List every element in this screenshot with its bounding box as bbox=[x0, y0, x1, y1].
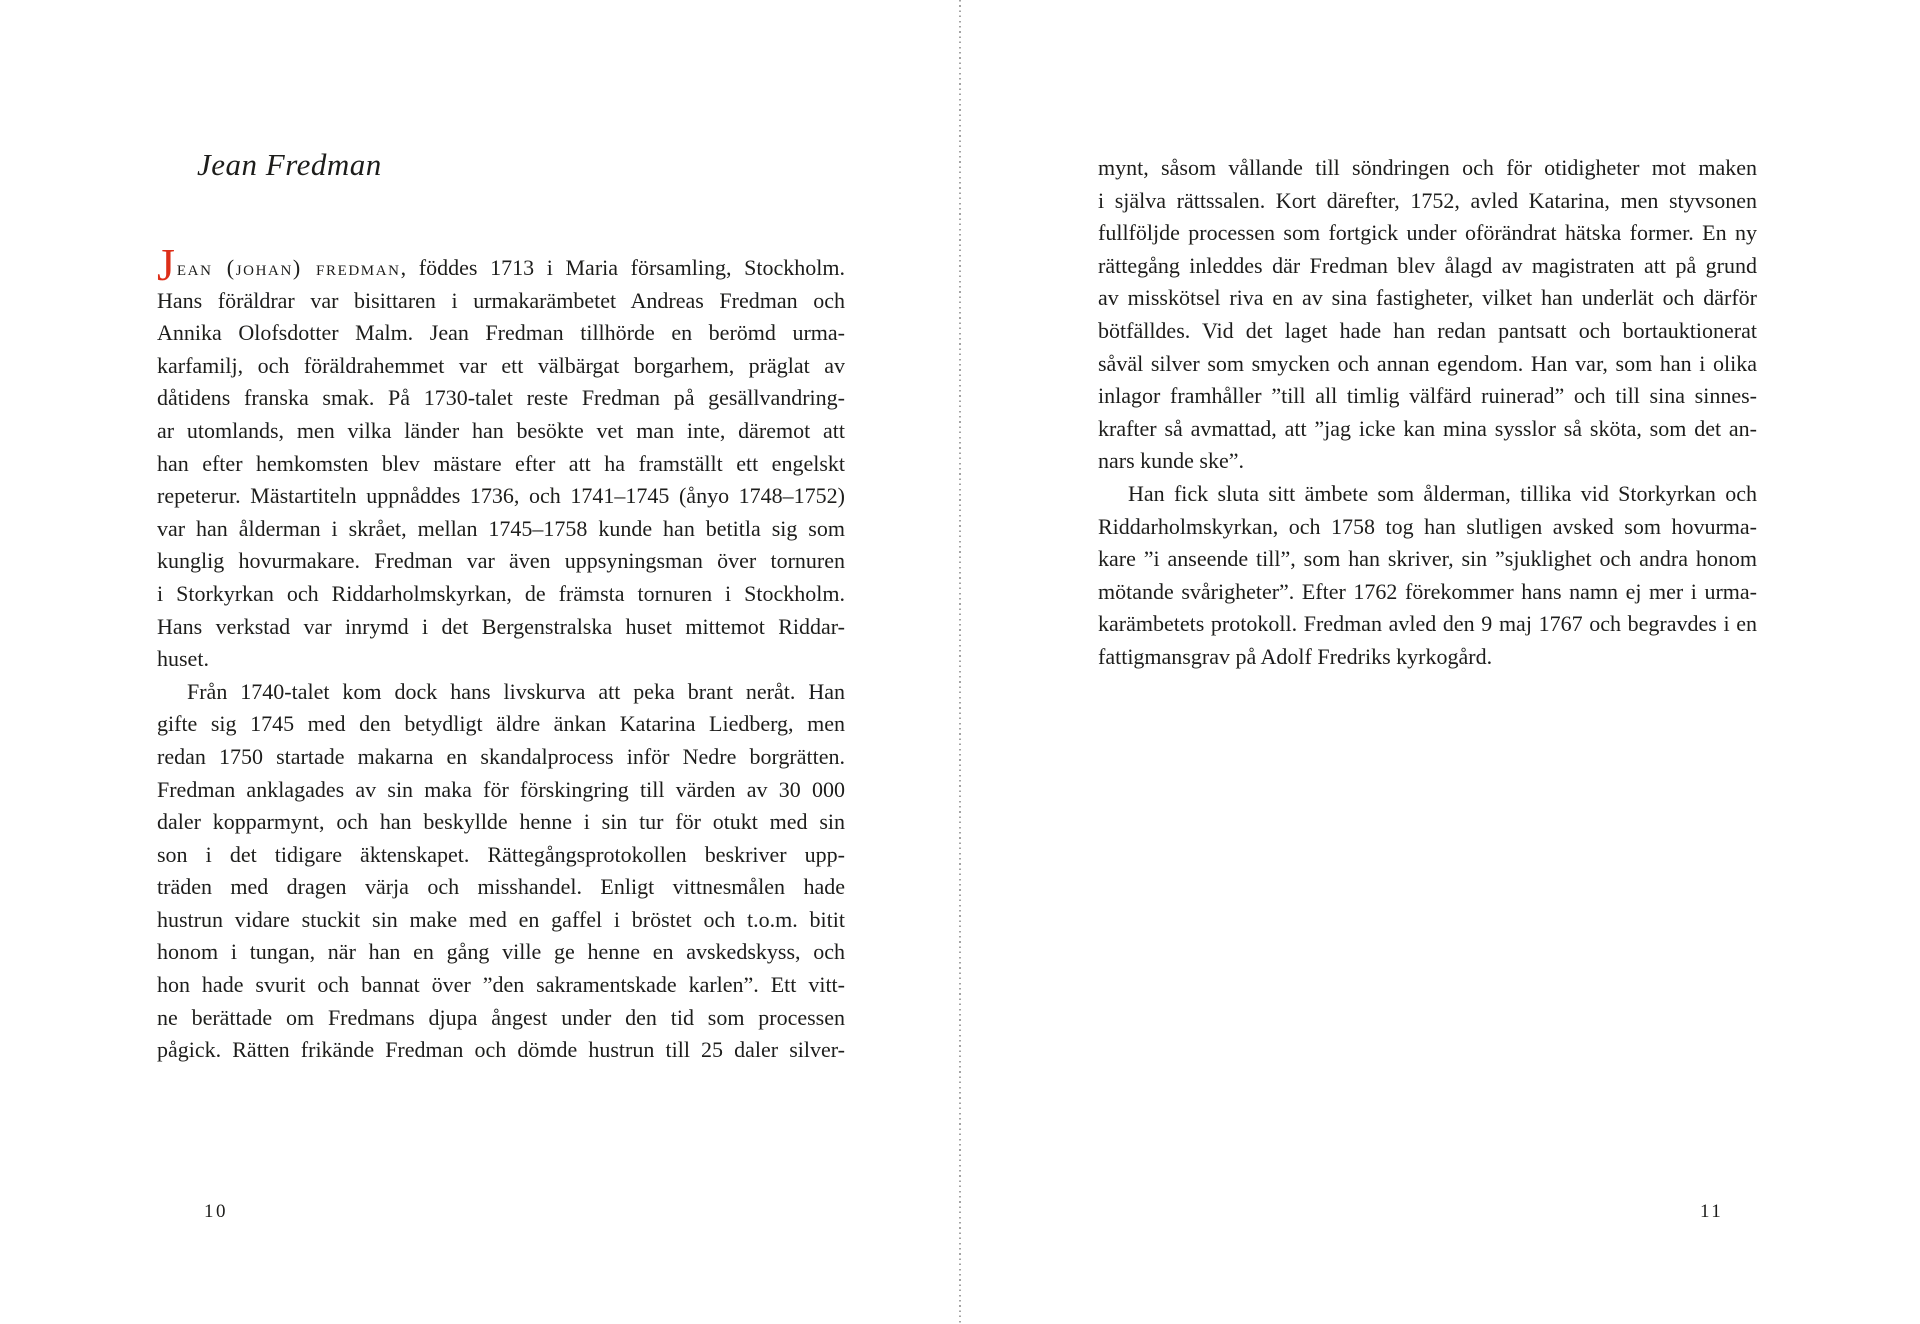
text-line: kunglig hovurmakare. Fredman var även uppsyningsman över tornuren bbox=[157, 548, 845, 574]
text-line: hustrun vidare stuckit sin make med en gaffel i bröstet och t.o.m. bitit bbox=[157, 906, 845, 932]
left-paragraph-2 bbox=[157, 676, 845, 1067]
chapter-title: Jean Fredman bbox=[197, 147, 382, 182]
text-line: bötfälldes. Vid det laget hade han redan pantsatt och bortauktionerat bbox=[1098, 317, 1757, 343]
text-line: gifte sig 1745 med den betydligt äldre änkan Katarina Liedberg, men bbox=[157, 711, 845, 737]
text-line: av misskötsel riva en av sina fastigheter, vilket han underlät och därför bbox=[1098, 285, 1757, 311]
text-line: daler kopparmynt, och han beskyllde henne i sin tur för otukt med sin bbox=[157, 809, 845, 835]
text-line: son i det tidigare äktenskapet. Rättegångsprotokollen beskriver upp- bbox=[157, 841, 845, 867]
text-line: träden med dragen värja och misshandel. Enligt vittnesmålen hade bbox=[157, 874, 845, 900]
text-line: han efter hemkomsten blev mästare efter att ha framställt ett engelskt bbox=[157, 450, 845, 476]
text-line: karfamilj, och föräldrahemmet var ett välbärgat borgarhem, präglat av bbox=[157, 352, 845, 378]
page-number-right: 11 bbox=[1700, 1201, 1724, 1222]
page-fold-divider bbox=[959, 0, 961, 1324]
text-line: fullföljde processen som fortgick under oförändrat hätska former. En ny bbox=[1098, 220, 1757, 246]
text-line: redan 1750 startade makarna en skandalprocess inför Nedre borgrätten. bbox=[157, 743, 845, 769]
text-line: var han ålderman i skrået, mellan 1745–1758 kunde han betitla sig som bbox=[157, 515, 845, 541]
text-line: fattigmansgrav på Adolf Fredriks kyrkogård. bbox=[1098, 643, 1493, 669]
text-line: Han fick sluta sitt ämbete som ålderman, tillika vid Storkyrkan och bbox=[1128, 480, 1757, 506]
opening-line bbox=[157, 239, 845, 290]
text-line: huset. bbox=[157, 646, 209, 672]
text-line: repeterur. Mästartiteln uppnåddes 1736, och 1741–1745 (ånyo 1748–1752) bbox=[157, 483, 845, 509]
page-number-left: 10 bbox=[204, 1201, 228, 1222]
text-line: Riddarholmskyrkan, och 1758 tog han slutligen avsked som hovurma- bbox=[1098, 513, 1757, 539]
drop-cap-initial: J bbox=[157, 239, 175, 290]
text-line: krafter så avmattad, att ”jag icke kan mina sysslor så sköta, som det an- bbox=[1098, 415, 1757, 441]
left-paragraph-1 bbox=[157, 285, 845, 676]
text-line: inlagor framhåller ”till all timlig välfärd ruinerad” och till sina sinnes- bbox=[1098, 383, 1757, 409]
text-line: nars kunde ske”. bbox=[1098, 448, 1245, 474]
text-line: Hans föräldrar var bisittaren i urmakarämbetet Andreas Fredman och bbox=[157, 287, 845, 313]
text-line: mynt, såsom vållande till söndringen och för otidigheter mot maken bbox=[1098, 155, 1757, 180]
text-line: rättegång inleddes där Fredman blev ålagd av magistraten att på grund bbox=[1098, 252, 1757, 278]
text-line: dåtidens franska smak. På 1730-talet reste Fredman på gesällvandring- bbox=[157, 385, 845, 411]
right-paragraph-2 bbox=[1098, 478, 1757, 674]
opening-line-rest: , föddes 1713 i Maria församling, Stockholm. bbox=[400, 255, 845, 280]
text-line: i själva rättssalen. Kort därefter, 1752, avled Katarina, men styvsonen bbox=[1098, 187, 1757, 213]
text-line: karämbetets protokoll. Fredman avled den 9 maj 1767 och begravdes i en bbox=[1098, 611, 1757, 637]
text-line: Annika Olofsdotter Malm. Jean Fredman tillhörde en berömd urma- bbox=[157, 320, 845, 346]
opening-small-caps: ean (johan) fredman bbox=[176, 255, 401, 280]
text-line: såväl silver som smycken och annan egendom. Han var, som han i olika bbox=[1098, 350, 1757, 376]
text-line: mötande svårigheter”. Efter 1762 förekommer hans namn ej mer i urma- bbox=[1098, 578, 1757, 604]
text-line: ar utomlands, men vilka länder han besökte vet man inte, däremot att bbox=[157, 417, 845, 443]
text-line: hon hade svurit och bannat över ”den sakramentskade karlen”. Ett vitt- bbox=[157, 972, 845, 998]
left-page-text-column bbox=[157, 239, 845, 1067]
text-line: Från 1740-talet kom dock hans livskurva att peka brant neråt. Han bbox=[187, 678, 845, 704]
right-paragraph-1 bbox=[1098, 152, 1757, 478]
text-line: ne berättade om Fredmans djupa ångest under den tid som processen bbox=[157, 1004, 845, 1030]
text-line: Hans verkstad var inrymd i det Bergenstralska huset mittemot Riddar- bbox=[157, 613, 845, 639]
right-page-text-column bbox=[1098, 152, 1757, 674]
text-line: honom i tungan, när han en gång ville ge henne en avskedskyss, och bbox=[157, 939, 845, 965]
text-line: kare ”i anseende till”, som han skriver, sin ”sjuklighet och andra honom bbox=[1098, 546, 1757, 572]
text-line: Fredman anklagades av sin maka för förskingring till värden av 30 000 bbox=[157, 776, 845, 802]
text-line: pågick. Rätten frikände Fredman och dömde hustrun till 25 daler silver- bbox=[157, 1037, 845, 1063]
text-line: i Storkyrkan och Riddarholmskyrkan, de främsta tornuren i Stockholm. bbox=[157, 580, 845, 606]
